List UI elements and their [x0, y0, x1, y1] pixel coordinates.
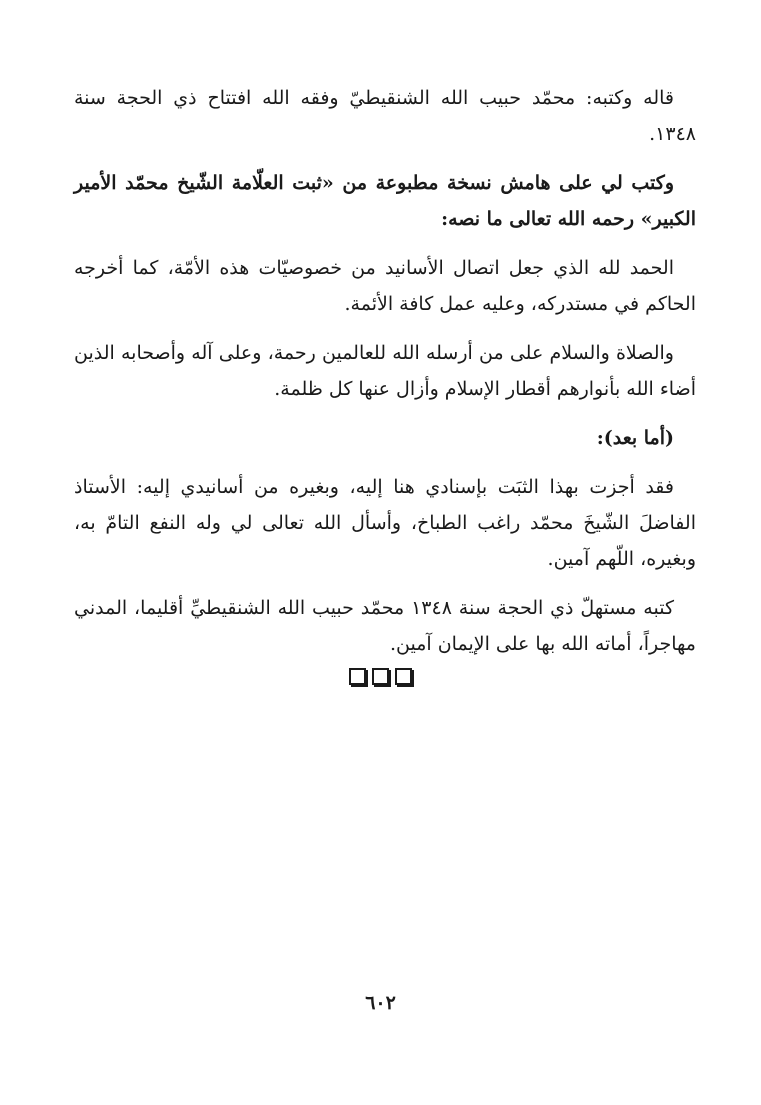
page-number: ٦٠٢	[365, 992, 396, 1014]
paragraph-2: وكتب لي على هامش نسخة مطبوعة من «ثبت العلّامة الشّيخ محمّد الأمير الكبير» رحمه الله تعالى ما نصه:	[74, 172, 696, 230]
square-box-icon	[372, 668, 389, 685]
paragraph-6: فقد أجزت بهذا الثبَت بإسنادي هنا إليه، وبغيره من أسانيدي إليه: الأستاذ الفاضلَ الشّيخَ محمّد راغب الطباخ، وأسأل الله تعالى لي وله النفع التامّ به، وبغيره، اللّهم آمين.	[74, 476, 696, 570]
paragraph-3: الحمد لله الذي جعل اتصال الأسانيد من خصوصيّات هذه الأمّة، كما أخرجه الحاكم في مستدركه، وعليه عمل كافة الأئمة.	[74, 257, 696, 315]
section-end-ornament	[0, 668, 761, 685]
paragraph-7: كتبه مستهلّ ذي الحجة سنة ١٣٤٨ محمّد حبيب الله الشنقيطيِّ أقليما، المدني مهاجراً، أماته الله بها على الإيمان آمين.	[74, 597, 696, 655]
square-box-icon	[395, 668, 412, 685]
square-box-icon	[349, 668, 366, 685]
paragraph-4: والصلاة والسلام على من أرسله الله للعالمين رحمة، وعلى آله وأصحابه الذين أضاء الله بأنوارهم أقطار الإسلام وأزال عنها كل ظلمة.	[74, 342, 696, 400]
paragraph-5: (أما بعد):	[596, 427, 674, 449]
paragraph-1: قاله وكتبه: محمّد حبيب الله الشنقيطيّ وفقه الله افتتاح ذي الحجة سنة ١٣٤٨.	[74, 87, 696, 145]
page-body	[74, 80, 696, 675]
